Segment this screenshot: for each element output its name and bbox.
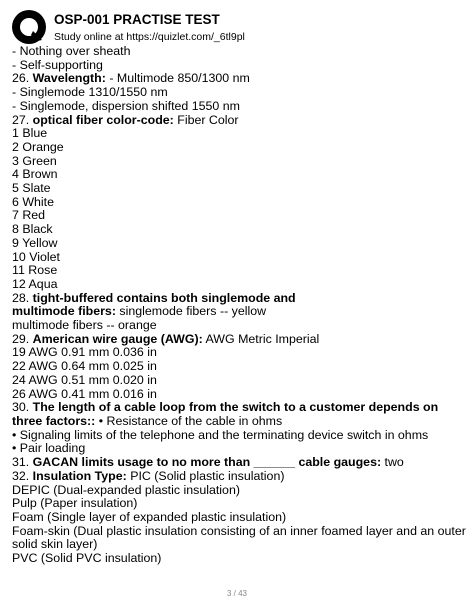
awg-item: 22 AWG 0.64 mm 0.025 in xyxy=(12,359,157,374)
question-definition: two xyxy=(381,455,404,470)
question-term: The length of a cable loop from the switch to a customer depends on three factors:: xyxy=(12,400,439,428)
text-line: • Signaling limits of the telephone and the terminating device switch in ohms xyxy=(12,427,429,442)
question-28 xyxy=(12,292,468,306)
question-28-cont xyxy=(12,305,468,319)
question-definition: PIC (Solid plastic insulation) xyxy=(126,468,285,483)
text-line: - Nothing over sheath xyxy=(12,44,131,58)
text-line: - Singlemode, dispersion shifted 1550 nm xyxy=(12,98,240,113)
question-term: Wavelength: xyxy=(32,71,106,86)
document-title: OSP-001 PRACTISE TEST xyxy=(54,12,220,27)
question-number: 28. xyxy=(12,290,33,305)
color-item: 2 Orange xyxy=(12,139,64,154)
insulation-item: Foam-skin (Dual plastic insulation consisting of an inner foamed layer and an outer solid skin layer) xyxy=(12,523,466,552)
question-27 xyxy=(12,114,468,128)
color-item: 6 White xyxy=(12,194,55,209)
awg-item: 26 AWG 0.41 mm 0.016 in xyxy=(12,386,157,401)
quizlet-logo-icon xyxy=(12,10,46,44)
question-number: 32. xyxy=(12,468,33,483)
color-item: 8 Black xyxy=(12,222,53,237)
study-link[interactable]: Study online at https://quizlet.com/_6tl9pl xyxy=(54,31,245,43)
text-line: multimode fibers -- orange xyxy=(12,318,157,333)
text-line: - Singlemode 1310/1550 nm xyxy=(12,85,168,100)
question-32 xyxy=(12,470,468,484)
question-definition: • Resistance of the cable in ohms xyxy=(95,413,283,428)
color-item: 3 Green xyxy=(12,153,57,168)
question-30 xyxy=(12,401,468,428)
color-item: 7 Red xyxy=(12,208,46,223)
question-definition: - Multimode 850/1300 nm xyxy=(105,71,250,86)
color-item: 10 Violet xyxy=(12,249,60,264)
color-item: 12 Aqua xyxy=(12,276,58,291)
question-number: 26. xyxy=(12,71,33,86)
question-term: multimode fibers: xyxy=(12,304,116,319)
question-definition: singlemode fibers -- yellow xyxy=(115,304,267,319)
insulation-item: PVC (Solid PVC insulation) xyxy=(12,551,162,566)
text-line: - Self-supporting xyxy=(12,57,103,72)
color-item: 1 Blue xyxy=(12,126,48,141)
awg-item: 24 AWG 0.51 mm 0.020 in xyxy=(12,372,157,387)
insulation-item: DEPIC (Dual-expanded plastic insulation) xyxy=(12,482,240,497)
color-item: 11 Rose xyxy=(12,263,58,278)
insulation-item: Foam (Single layer of expanded plastic insulation) xyxy=(12,509,287,524)
document-body xyxy=(12,45,468,566)
color-item: 4 Brown xyxy=(12,167,58,182)
text-line: • Pair loading xyxy=(12,441,86,456)
question-31 xyxy=(12,456,468,470)
awg-item: 19 AWG 0.91 mm 0.036 in xyxy=(12,345,157,360)
question-26 xyxy=(12,72,468,86)
question-term: optical fiber color-code: xyxy=(32,112,174,127)
page-header xyxy=(12,10,462,44)
question-term: tight-buffered contains both singlemode and xyxy=(32,290,296,305)
question-29 xyxy=(12,333,468,347)
question-definition: AWG Metric Imperial xyxy=(202,331,320,346)
question-term: American wire gauge (AWG): xyxy=(32,331,203,346)
question-term: Insulation Type: xyxy=(32,468,127,483)
insulation-item: Pulp (Paper insulation) xyxy=(12,496,138,511)
question-number: 31. xyxy=(12,455,33,470)
color-item: 9 Yellow xyxy=(12,235,58,250)
question-number: 27. xyxy=(12,112,33,127)
question-number: 29. xyxy=(12,331,33,346)
question-number: 30. xyxy=(12,400,33,415)
page-number: 3 / 43 xyxy=(226,589,247,598)
question-definition: Fiber Color xyxy=(173,112,239,127)
question-term: GACAN limits usage to no more than ______ cable gauges: xyxy=(32,455,382,470)
color-item: 5 Slate xyxy=(12,181,51,196)
